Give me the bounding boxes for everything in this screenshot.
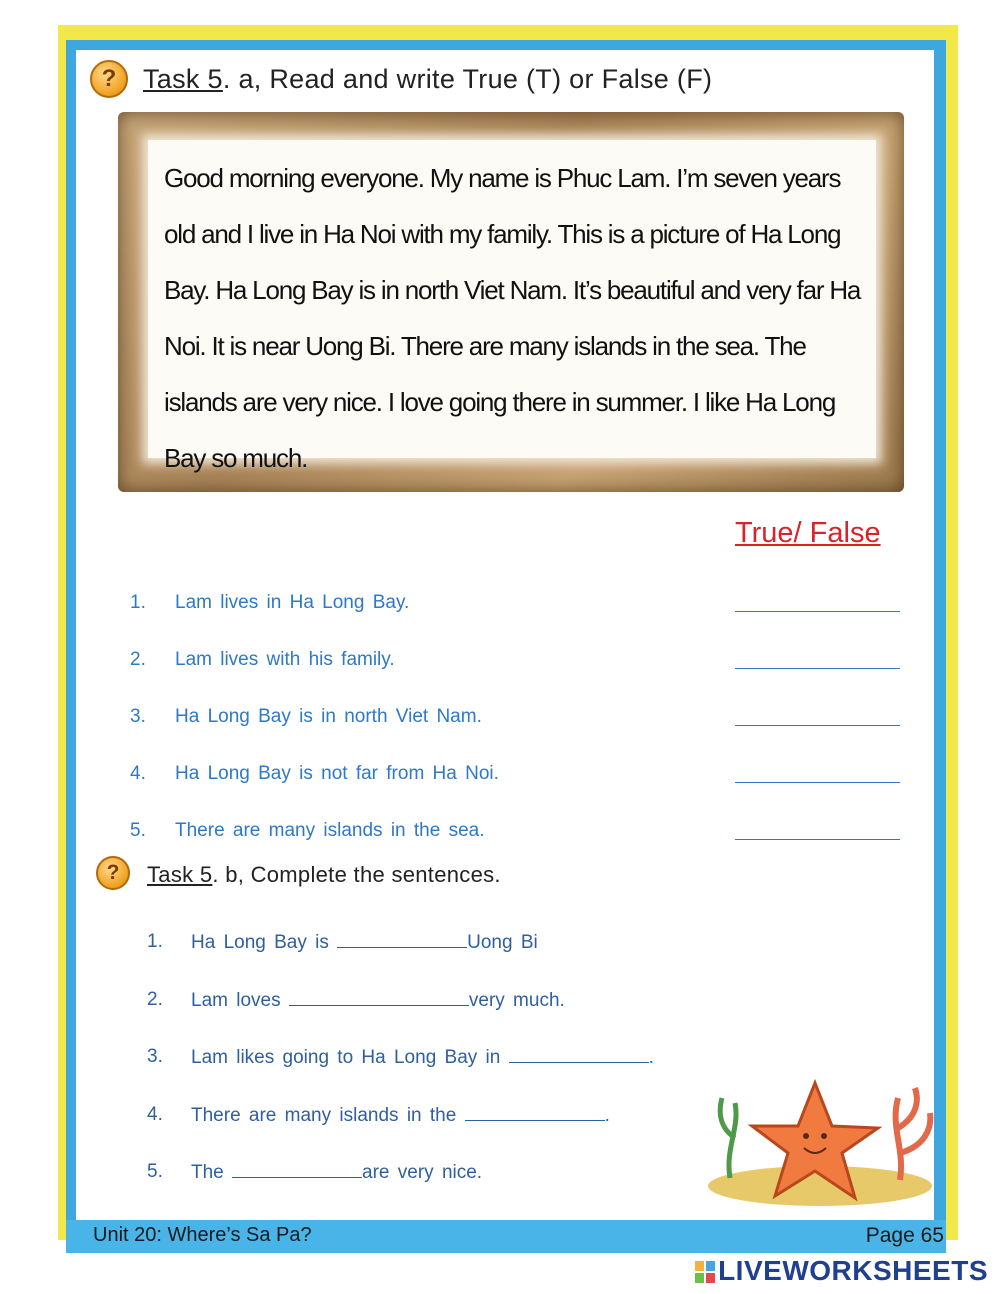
page-number: Page 65 xyxy=(865,1224,944,1247)
statement-row xyxy=(130,702,910,759)
task-a-title xyxy=(143,64,712,95)
statement-row xyxy=(130,645,910,702)
statement-text: There are many islands in the sea. xyxy=(175,820,485,841)
sentence-row xyxy=(147,1101,747,1159)
sentence-list xyxy=(147,928,747,1216)
sentence-end: Uong Bi xyxy=(467,932,538,953)
sentence-row xyxy=(147,1158,747,1216)
sentence-start: Lam loves xyxy=(191,989,289,1011)
task-b-title xyxy=(147,862,501,888)
seaweed-left xyxy=(720,1098,736,1178)
sentence-number: 2. xyxy=(147,988,163,1010)
sentence-row xyxy=(147,1043,747,1101)
question-icon: ? xyxy=(90,60,128,98)
statement-text: Ha Long Bay is not far from Ha Noi. xyxy=(175,763,499,784)
logo-blocks-icon xyxy=(695,1261,715,1283)
sentence-start: Lam likes going to Ha Long Bay in xyxy=(191,1047,509,1068)
fill-blank[interactable] xyxy=(509,1046,649,1063)
statement-number: 1. xyxy=(130,592,146,613)
task-a-instruction: . a, Read and write True (T) or False (F) xyxy=(222,64,713,94)
starfish-illustration xyxy=(700,1068,940,1208)
fill-blank[interactable] xyxy=(337,931,467,948)
fill-blank[interactable] xyxy=(232,1161,362,1178)
reading-passage: Good morning everyone. My name is Phuc Lam. I’m seven years old and I live in Ha Noi with my family. This is a picture of Ha Long Bay. Ha Long Bay is in north Viet Nam. It’s beautiful and very far Ha Noi. It is near Uong Bi. There are many islands in the sea. The islands are very nice. I love going there in summer. I like Ha Long Bay so much. xyxy=(164,163,861,473)
statement-number: 4. xyxy=(130,763,146,784)
sentence-end: are very nice. xyxy=(362,1162,483,1183)
coral-right xyxy=(896,1088,931,1180)
statement-row xyxy=(130,588,910,645)
statement-number: 5. xyxy=(130,820,146,841)
answer-blank[interactable] xyxy=(735,724,900,726)
sentence-end: . xyxy=(648,1047,654,1068)
true-false-header: True/ False xyxy=(735,517,881,549)
statement-list xyxy=(130,588,910,873)
question-icon: ? xyxy=(96,856,130,890)
sentence-number: 4. xyxy=(147,1103,163,1125)
sentence-number: 5. xyxy=(147,1161,163,1182)
brand-name: LIVEWORKSHEETS xyxy=(718,1255,988,1286)
sentence-start: Ha Long Bay is xyxy=(191,932,338,953)
answer-blank[interactable] xyxy=(735,667,900,669)
unit-title: Unit 20: Where’s Sa Pa? xyxy=(93,1224,312,1246)
liveworksheets-logo[interactable] xyxy=(695,1255,988,1287)
task-b-label: Task 5 xyxy=(147,862,213,887)
sentence-number: 1. xyxy=(147,931,163,952)
statement-row xyxy=(130,759,910,816)
sentence-start: The xyxy=(191,1162,233,1183)
statement-number: 3. xyxy=(130,706,146,727)
answer-blank[interactable] xyxy=(735,781,900,783)
sentence-end: . xyxy=(604,1104,610,1126)
task-a-label: Task 5 xyxy=(143,64,223,94)
statement-text: Lam lives with his family. xyxy=(175,649,395,670)
statement-number: 2. xyxy=(130,649,146,670)
fill-blank[interactable] xyxy=(289,989,469,1006)
sentence-row xyxy=(147,928,747,986)
sentence-start: There are many islands in the xyxy=(191,1104,465,1126)
statement-text: Ha Long Bay is in north Viet Nam. xyxy=(175,706,482,727)
answer-blank[interactable] xyxy=(735,838,900,840)
fill-blank[interactable] xyxy=(465,1104,605,1121)
sentence-number: 3. xyxy=(147,1046,163,1067)
sentence-row xyxy=(147,986,747,1044)
statement-text: Lam lives in Ha Long Bay. xyxy=(175,592,410,613)
sentence-end: very much. xyxy=(468,989,565,1011)
answer-blank[interactable] xyxy=(735,610,900,612)
task-b-instruction: . b, Complete the sentences. xyxy=(212,862,501,887)
